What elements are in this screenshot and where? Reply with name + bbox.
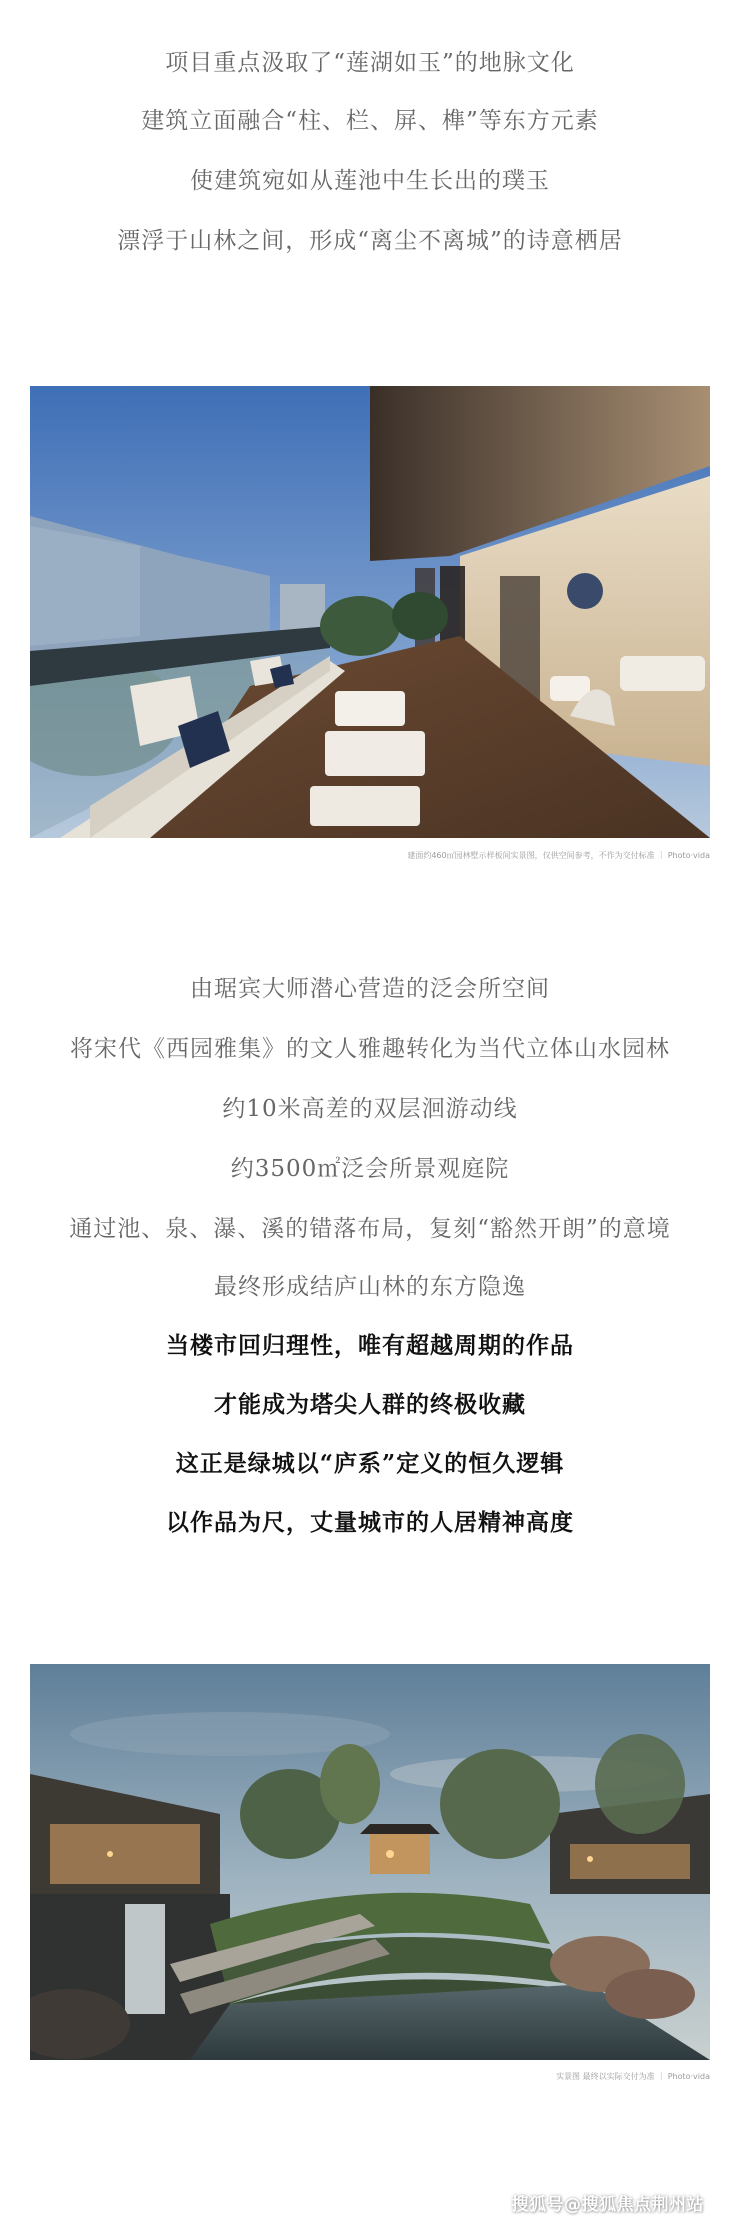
club-line-3: 约10米高差的双层洄游动线	[222, 1096, 518, 1122]
club-line-2: 将宋代《西园雅集》的文人雅趣转化为当代立体山水园林	[70, 1036, 670, 1062]
terrace-photo-caption: 建面约460㎡园林墅示样板间实景图，仅供空间参考，不作为交付标准 ｜ Photo·vida	[407, 851, 710, 860]
terrace-photo	[30, 386, 710, 838]
garden-photo-caption: 实景图 最终以实际交付为准 ｜ Photo·vida	[556, 2072, 710, 2081]
source-watermark: 搜狐号@搜狐焦点荆州站	[511, 2195, 704, 2215]
club-line-1: 由琚宾大师潜心营造的泛会所空间	[190, 976, 550, 1002]
statement-line-3: 这正是绿城以“庐系”定义的恒久逻辑	[175, 1450, 565, 1477]
club-line-4: 约3500㎡泛会所景观庭院	[230, 1156, 510, 1182]
intro-line-2: 建筑立面融合“柱、栏、屏、榫”等东方元素	[141, 108, 599, 134]
statement-line-1: 当楼市回归理性，唯有超越周期的作品	[166, 1332, 574, 1359]
club-line-5: 通过池、泉、瀑、溪的错落布局，复刻“豁然开朗”的意境	[69, 1216, 671, 1242]
club-line-6: 最终形成结庐山林的东方隐逸	[214, 1274, 526, 1300]
intro-line-3: 使建筑宛如从莲池中生长出的璞玉	[190, 168, 550, 194]
statement-line-2: 才能成为塔尖人群的终极收藏	[214, 1391, 526, 1418]
garden-photo	[30, 1664, 710, 2060]
intro-line-4: 漂浮于山林之间，形成“离尘不离城”的诗意栖居	[117, 228, 623, 254]
intro-line-1: 项目重点汲取了“莲湖如玉”的地脉文化	[165, 50, 575, 76]
terrace-photo-icon	[30, 386, 710, 838]
garden-photo-icon	[30, 1664, 710, 2060]
statement-line-4: 以作品为尺，丈量城市的人居精神高度	[166, 1509, 574, 1536]
